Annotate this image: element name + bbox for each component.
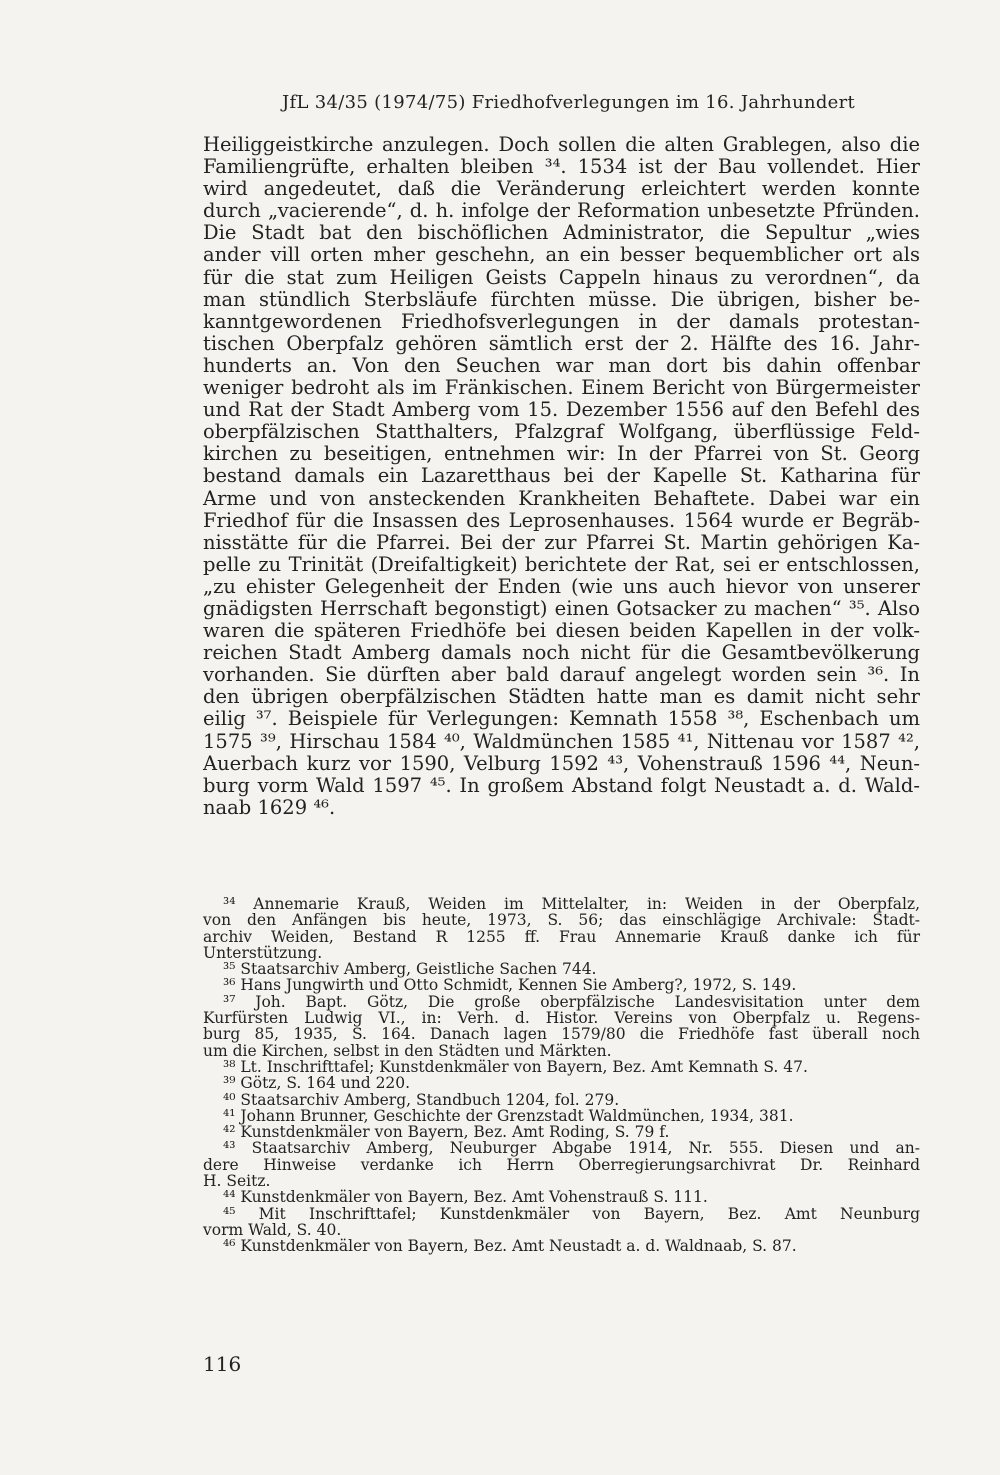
body-line: 1575 ³⁹, Hirschau 1584 ⁴⁰, Waldmünchen 1585 ⁴¹, Nittenau vor 1587 ⁴², [203,729,920,753]
body-line: naab 1629 ⁴⁶. [203,795,336,819]
footnote-line: H. Seitz. [203,1172,271,1191]
body-line: Friedhof für die Insassen des Leprosenhauses. 1564 wurde er Begräb- [203,508,920,532]
footnote-line: ⁴⁰ Staatsarchiv Amberg, Standbuch 1204, fol. 279. [223,1090,620,1109]
body-line: man stündlich Sterbsläufe fürchten müsse. Die übrigen, bisher be- [203,287,920,311]
footnote-line: ³⁶ Hans Jungwirth und Otto Schmidt, Kennen Sie Amberg?, 1972, S. 149. [223,976,797,995]
body-line: vorhanden. Sie dürften aber bald darauf angelegt worden sein ³⁶. In [203,663,920,687]
footnote-line: ⁴³ Staatsarchiv Amberg, Neuburger Abgabe 1914, Nr. 555. Diesen und an- [223,1139,920,1158]
body-line: den übrigen oberpfälzischen Städten hatte man es damit nicht sehr [203,685,920,709]
footnote-line: burg 85, 1935, S. 164. Danach lagen 1579/80 die Friedhöfe fast überall noch [203,1025,920,1044]
body-line: hunderts an. Von den Seuchen war man dort bis dahin offenbar [203,353,920,377]
footnote-line: dere Hinweise verdanke ich Herrn Oberregierungsarchivrat Dr. Reinhard [203,1155,920,1174]
running-header: JfL 34/35 (1974/75) Friedhofverlegungen im 16. Jahrhundert [282,92,856,113]
footnote-line: ³⁷ Joh. Bapt. Götz, Die große oberpfälzische Landesvisitation unter dem [223,992,920,1011]
body-line: wird angedeutet, daß die Veränderung erleichtert werden konnte [203,177,920,201]
body-line: nisstätte für die Pfarrei. Bei der zur Pfarrei St. Martin gehörigen Ka- [203,530,920,554]
footnote-line: Unterstützung. [203,943,323,962]
footnote-line: ⁴² Kunstdenkmäler von Bayern, Bez. Amt Roding, S. 79 f. [223,1123,670,1142]
footnote-line: ⁴⁴ Kunstdenkmäler von Bayern, Bez. Amt Vohenstrauß S. 111. [223,1188,708,1207]
body-line: ander vill orten mher geschehn, an ein besser bequemblicher ort als [203,243,920,267]
body-line: „zu ehister Gelegenheit der Enden (wie uns auch hievor von unserer [203,574,920,598]
body-line: und Rat der Stadt Amberg vom 15. Dezember 1556 auf den Befehl des [203,398,920,422]
footnote-line: archiv Weiden, Bestand R 1255 ff. Frau Annemarie Krauß danke ich für [203,927,920,946]
body-line: tischen Oberpfalz gehören sämtlich erst der 2. Hälfte des 16. Jahr- [203,331,920,355]
body-line: pelle zu Trinität (Dreifaltigkeit) berichtete der Rat, sei er entschlossen, [203,552,920,576]
footnote-line: ⁴⁵ Mit Inschrifttafel; Kunstdenkmäler von Bayern, Bez. Amt Neunburg [223,1204,920,1223]
footnotes [203,896,920,1255]
body-line: weniger bedroht als im Fränkischen. Einem Bericht von Bürgermeister [203,376,920,400]
body-line: Familiengrüfte, erhalten bleiben ³⁴. 1534 ist der Bau vollendet. Hier [203,155,920,179]
footnote-line: Kurfürsten Ludwig VI., in: Verh. d. Histor. Vereins von Oberpfalz u. Regens- [203,1009,920,1028]
body-line: reichen Stadt Amberg damals noch nicht für die Gesamtbevölkerung [203,641,920,665]
body-line: gnädigsten Herrschaft begonstigt) einen Gotsacker zu machen“ ³⁵. Also [203,596,920,620]
footnote-line: vorm Wald, S. 40. [203,1220,342,1239]
body-line: waren die späteren Friedhöfe bei diesen beiden Kapellen in der volk- [203,619,920,643]
body-line: kanntgewordenen Friedhofsverlegungen in der damals protestan- [203,309,920,333]
body-line: für die stat zum Heiligen Geists Cappeln hinaus zu verordnen“, da [203,265,920,289]
footnote-line: ³⁴ Annemarie Krauß, Weiden im Mittelalter, in: Weiden in der Oberpfalz, [223,895,920,913]
footnote-line: von den Anfängen bis heute, 1973, S. 56; das einschlägige Archivale: Stadt- [203,911,920,930]
body-line: bestand damals ein Lazaretthaus bei der Kapelle St. Katharina für [203,464,920,488]
footnote-line: ⁴⁶ Kunstdenkmäler von Bayern, Bez. Amt Neustadt a. d. Waldnaab, S. 87. [223,1237,797,1256]
body-line: burg vorm Wald 1597 ⁴⁵. In großem Abstand folgt Neustadt a. d. Wald- [203,773,920,797]
page-number: 116 [203,1352,242,1376]
body-line: oberpfälzischen Statthalters, Pfalzgraf Wolfgang, überflüssige Feld- [203,420,920,444]
body-line: Heiliggeistkirche anzulegen. Doch sollen die alten Grablegen, also die [203,133,920,156]
footnote-line: ⁴¹ Johann Brunner, Geschichte der Grenzstadt Waldmünchen, 1934, 381. [223,1106,794,1125]
body-line: eilig ³⁷. Beispiele für Verlegungen: Kemnath 1558 ³⁸, Eschenbach um [203,707,920,731]
body-line: Die Stadt bat den bischöflichen Administrator, die Sepultur „wies [203,221,920,245]
body-line: Arme und von ansteckenden Krankheiten Behaftete. Dabei war ein [203,486,920,510]
footnote-line: ³⁵ Staatsarchiv Amberg, Geistliche Sachen 744. [223,960,597,979]
body-line: kirchen zu beseitigen, entnehmen wir: In der Pfarrei von St. Georg [203,442,920,466]
main-text [203,134,920,819]
footnote-line: ³⁸ Lt. Inschrifttafel; Kunstdenkmäler von Bayern, Bez. Amt Kemnath S. 47. [223,1057,808,1076]
footnote-line: ³⁹ Götz, S. 164 und 220. [223,1074,411,1093]
body-line: durch „vacierende“, d. h. infolge der Reformation unbesetzte Pfründen. [203,199,920,223]
body-line: Auerbach kurz vor 1590, Velburg 1592 ⁴³, Vohenstrauß 1596 ⁴⁴, Neun- [203,751,920,775]
footnote-line: um die Kirchen, selbst in den Städten und Märkten. [203,1041,612,1060]
